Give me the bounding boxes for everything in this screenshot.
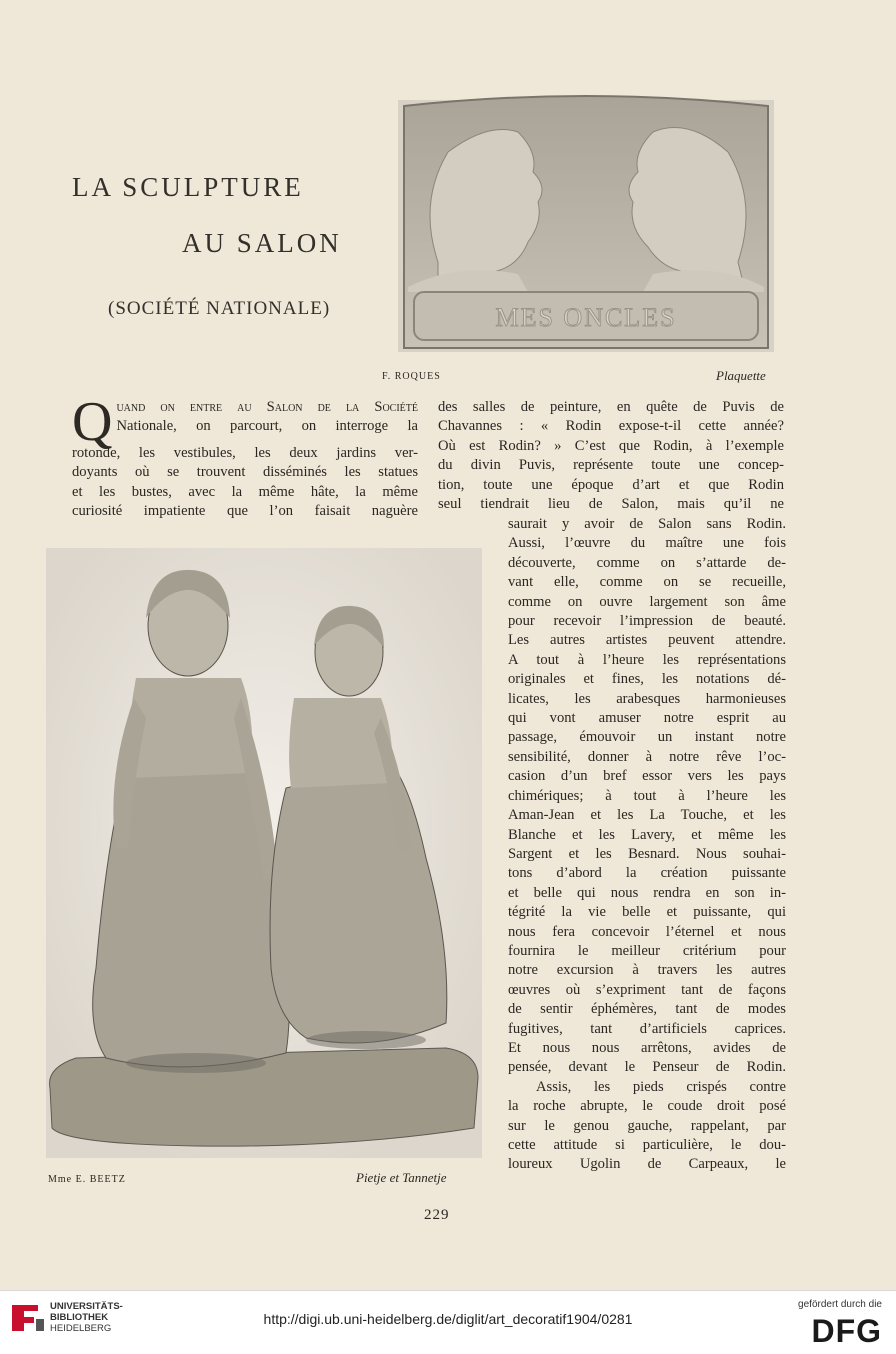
text-line: fournira le meilleur critérium pour <box>508 942 786 959</box>
text-line: Nationale, on parcourt, on interroge la <box>116 418 418 435</box>
text-line: Aussi, l’œuvre du maître une fois <box>508 535 786 552</box>
text-line: Blanche et les Lavery, et même les <box>508 826 786 843</box>
plaque-illustration <box>398 92 774 352</box>
text-line: des salles de peinture, en quête de Puvis de <box>438 399 784 415</box>
text-line: licates, les arabesques harmonieuses <box>508 690 786 707</box>
text-line: passage, émouvoir un instant notre <box>508 729 786 746</box>
text-line: notre excursion à travers les autres <box>508 962 786 979</box>
text-line: uand on entre au Salon de la Société <box>116 399 418 415</box>
statue-artist: Mme E. BEETZ <box>48 1174 126 1185</box>
text-line: doyants où se trouvent disséminés les statues <box>72 464 418 481</box>
text-line: tion, toute une époque d’art et que Rodin <box>438 476 784 493</box>
text-line: cette attitude si particulière, le dou- <box>508 1137 786 1153</box>
text-line: découverte, comme on s’attarde de- <box>508 554 786 571</box>
text-line: Aman-Jean et les La Touche, et les <box>508 807 786 824</box>
text-line: tégrité la vie belle et puissante, qui <box>508 904 786 921</box>
text-line: originales et fines, les notations dé- <box>508 671 786 688</box>
text-line: chimériques; à tout à l’heure les <box>508 787 786 804</box>
plaque-caption: Plaquette <box>716 368 766 383</box>
text-line: saurait y avoir de Salon sans Rodin. <box>508 516 786 532</box>
text-line: de sentir éphémères, tant de modes <box>508 1001 786 1018</box>
text-line: fugitives, tant d’artificiels caprices. <box>508 1020 786 1037</box>
funding-label: gefördert durch die <box>798 1299 882 1310</box>
drop-cap: Q <box>72 391 113 453</box>
text-line: nous fera concevoir l’éternel et nous <box>508 923 786 940</box>
text-line: œuvres où s’expriment tant de façons <box>508 981 786 998</box>
article-subtitle: (SOCIÉTÉ NATIONALE) <box>108 298 331 319</box>
right-column-text <box>508 515 786 1175</box>
text-line: vant elle, comme on se recueille, <box>508 574 786 591</box>
article-title-line1: LA SCULPTURE <box>72 172 304 202</box>
viewer-footer <box>0 1290 896 1354</box>
text-line: Assis, les pieds crispés contre <box>536 1078 786 1095</box>
left-column-text <box>72 391 418 522</box>
text-line: Où est Rodin? » C’est que Rodin, à l’exemple <box>438 437 784 454</box>
text-line: pour recevoir l’impression de beauté. <box>508 613 786 630</box>
source-url-link[interactable]: http://digi.ub.uni-heidelberg.de/diglit/art_decoratif1904/0281 <box>263 1311 633 1327</box>
university-library-name: UNIVERSITÄTS- BIBLIOTHEK HEIDELBERG <box>50 1301 123 1334</box>
text-line: comme on ouvre largement son âme <box>508 593 786 610</box>
plaque-inscription: MES ONCLES <box>495 303 677 332</box>
text-line: seul tiendrait lieu de Salon, mais qu’il ne <box>438 496 784 513</box>
text-line: tons d’abord la création puissante <box>508 865 786 882</box>
text-line: Les autres artistes peuvent attendre. <box>508 632 786 649</box>
text-line: sensibilité, donner à notre rêve l’oc- <box>508 748 786 765</box>
text-line: du divin Puvis, représente toute une concep- <box>438 457 784 474</box>
text-line: et les bustes, avec la même hâte, la même <box>72 483 418 500</box>
text-line: et belle qui nous rendra en son in- <box>508 884 786 901</box>
text-line: loureux Ugolin de Carpeaux, le <box>508 1156 786 1173</box>
text-line: A tout à l’heure les représentations <box>508 651 786 668</box>
text-line: Et nous nous arrêtons, avides de <box>508 1039 786 1056</box>
dfg-logo: DFG <box>811 1313 882 1349</box>
plaque-artist: F. ROQUES <box>382 371 441 382</box>
text-line: pensée, devant le Penseur de Rodin. <box>508 1059 786 1076</box>
statue-caption: Pietje et Tannetje <box>356 1170 447 1185</box>
text-line: sur le genou gauche, rappelant, par <box>508 1117 786 1134</box>
text-line: curiosité impatiente que l’on faisait naguère <box>72 503 418 520</box>
text-line: Chavannes : « Rodin expose-t-il cette année? <box>438 418 784 435</box>
statue-illustration <box>46 548 482 1158</box>
text-line: la roche abrupte, le coude droit posé <box>508 1098 786 1115</box>
text-line: casion d’un bref essor vers les pays <box>508 768 786 785</box>
text-line: qui vont amuser notre esprit au <box>508 710 786 727</box>
right-column-top-text <box>438 398 784 514</box>
text-line: Sargent et les Besnard. Nous souhai- <box>508 845 786 862</box>
text-line: rotonde, les vestibules, les deux jardins ver- <box>72 445 418 461</box>
article-title-line2: AU SALON <box>182 228 342 258</box>
page-number: 229 <box>424 1207 450 1223</box>
